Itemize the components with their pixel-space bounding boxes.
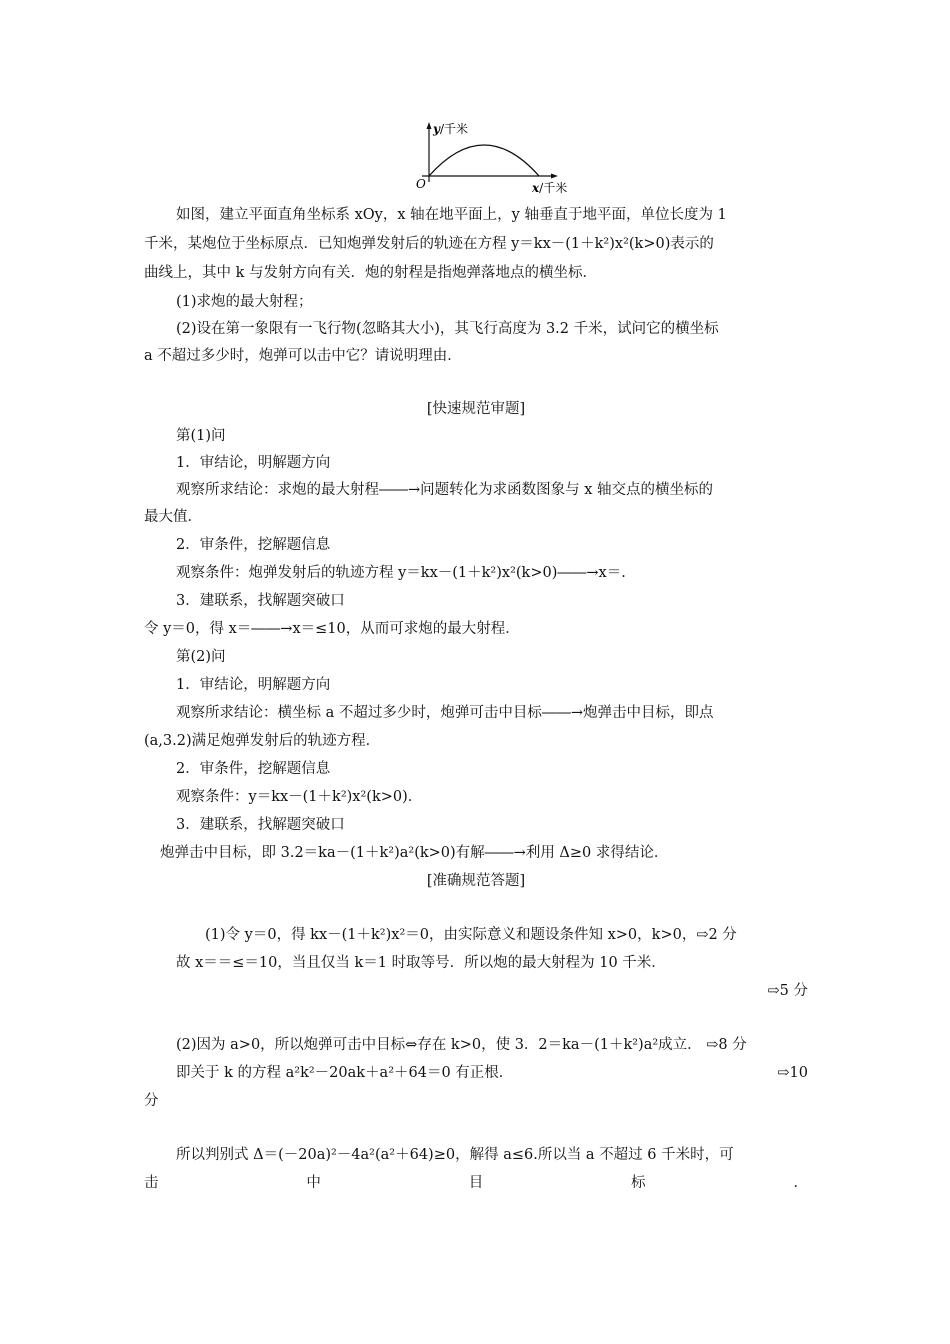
review-part-1-step-2: 2．审条件，挖解题信息 [176,537,331,553]
review-part-2-step-1-text-a: 观察所求结论：横坐标 a 不超过多少时，炮弹可击中目标――→炮弹击中目标，即点 [176,705,714,721]
answer-2-line-4 [144,1173,808,1193]
review-part-1-step-3-text: 令 y＝0，得 x＝――→x＝≤10，从而可求炮的最大射程． [144,621,520,637]
question-1: (1)求炮的最大射程； [176,294,313,310]
answer-1-score: ⇨5 分 [767,983,808,999]
review-part-1-step-2-text: 观察条件：炮弹发射后的轨迹方程 y＝kx－(1＋k²)x²(k>0)――→x＝. [176,565,626,581]
answer-1-line-1: (1)令 y＝0，得 kx－(1＋k²)x²＝0，由实际意义和题设条件知 x>0，k>0，⇨2 分 [205,927,737,943]
y-axis-label: y/千米 [433,122,469,136]
review-part-1-step-1-text-b: 最大值． [144,509,202,525]
answer-char: 中 [306,1175,321,1191]
review-part-2-step-2: 2．审条件，挖解题信息 [176,761,331,777]
review-part-1-step-3: 3．建联系，找解题突破口 [176,593,345,609]
answer-char: 击 [144,1175,159,1191]
y-axis-arrow [427,122,432,129]
question-2-line-2: a 不超过多少时，炮弹可以击中它？请说明理由． [144,348,462,364]
trajectory-graph [412,120,582,200]
answer-2-score: ⇨10 [777,1065,808,1081]
trajectory-figure [412,120,582,200]
trajectory-curve [429,145,539,176]
origin-label: O [416,177,426,191]
review-part-2-heading: 第(2)问 [176,649,226,665]
review-part-2-step-1: 1．审结论，明解题方向 [176,677,331,693]
review-part-2-step-1-text-b: (a,3.2)满足炮弹发射后的轨迹方程． [144,733,381,749]
review-part-1-step-1: 1．审结论，明解题方向 [176,455,331,471]
answer-char: ． [793,1175,808,1191]
problem-line-3: 曲线上，其中 k 与发射方向有关．炮的射程是指炮弹落地点的横坐标． [144,265,598,281]
problem-line-2: 千米，某炮位于坐标原点．已知炮弹发射后的轨迹在方程 y＝kx－(1＋k²)x²(k>0)表示的 [144,236,714,252]
review-part-2-step-3: 3．建联系，找解题突破口 [176,817,345,833]
review-section-title: [快速规范审题] [426,401,526,417]
answer-char: 标 [631,1175,646,1191]
x-axis-arrow [551,174,558,179]
problem-line-1: 如图，建立平面直角坐标系 xOy，x 轴在地平面上，y 轴垂直于地平面，单位长度为 1 [176,207,727,223]
answer-2-score-unit: 分 [144,1093,159,1109]
answer-1-line-2: 故 x＝＝≤＝10，当且仅当 k＝1 时取等号．所以炮的最大射程为 10 千米． [176,955,666,971]
review-part-2-step-3-text: 炮弹击中目标，即 3.2＝ka－(1＋k²)a²(k>0)有解――→利用 Δ≥0 求得结论． [160,845,669,861]
answer-2-line-1: (2)因为 a>0，所以炮弹可击中目标⇔存在 k>0，使 3．2＝ka－(1＋k²)a²成立． ⇨8 分 [176,1037,747,1053]
review-part-1-heading: 第(1)问 [176,428,226,444]
answer-2-line-2: 即关于 k 的方程 a²k²－20ak＋a²＋64＝0 有正根． [176,1065,514,1081]
answer-2-line-3: 所以判别式 Δ＝(－20a)²－4a²(a²＋64)≥0，解得 a≤6.所以当 a 不超过 6 千米时，可 [176,1147,734,1163]
answer-char: 目 [468,1175,484,1191]
review-part-1-step-1-text-a: 观察所求结论：求炮的最大射程――→问题转化为求函数图象与 x 轴交点的横坐标的 [176,482,714,498]
answer-section-title: [准确规范答题] [426,873,526,889]
x-axis-label: x/千米 [532,181,568,195]
question-2-line-1: (2)设在第一象限有一飞行物(忽略其大小)，其飞行高度为 3.2 千米，试问它的横坐标 [176,321,719,337]
review-part-2-step-2-text: 观察条件：y＝kx－(1＋k²)x²(k>0)． [176,789,423,805]
